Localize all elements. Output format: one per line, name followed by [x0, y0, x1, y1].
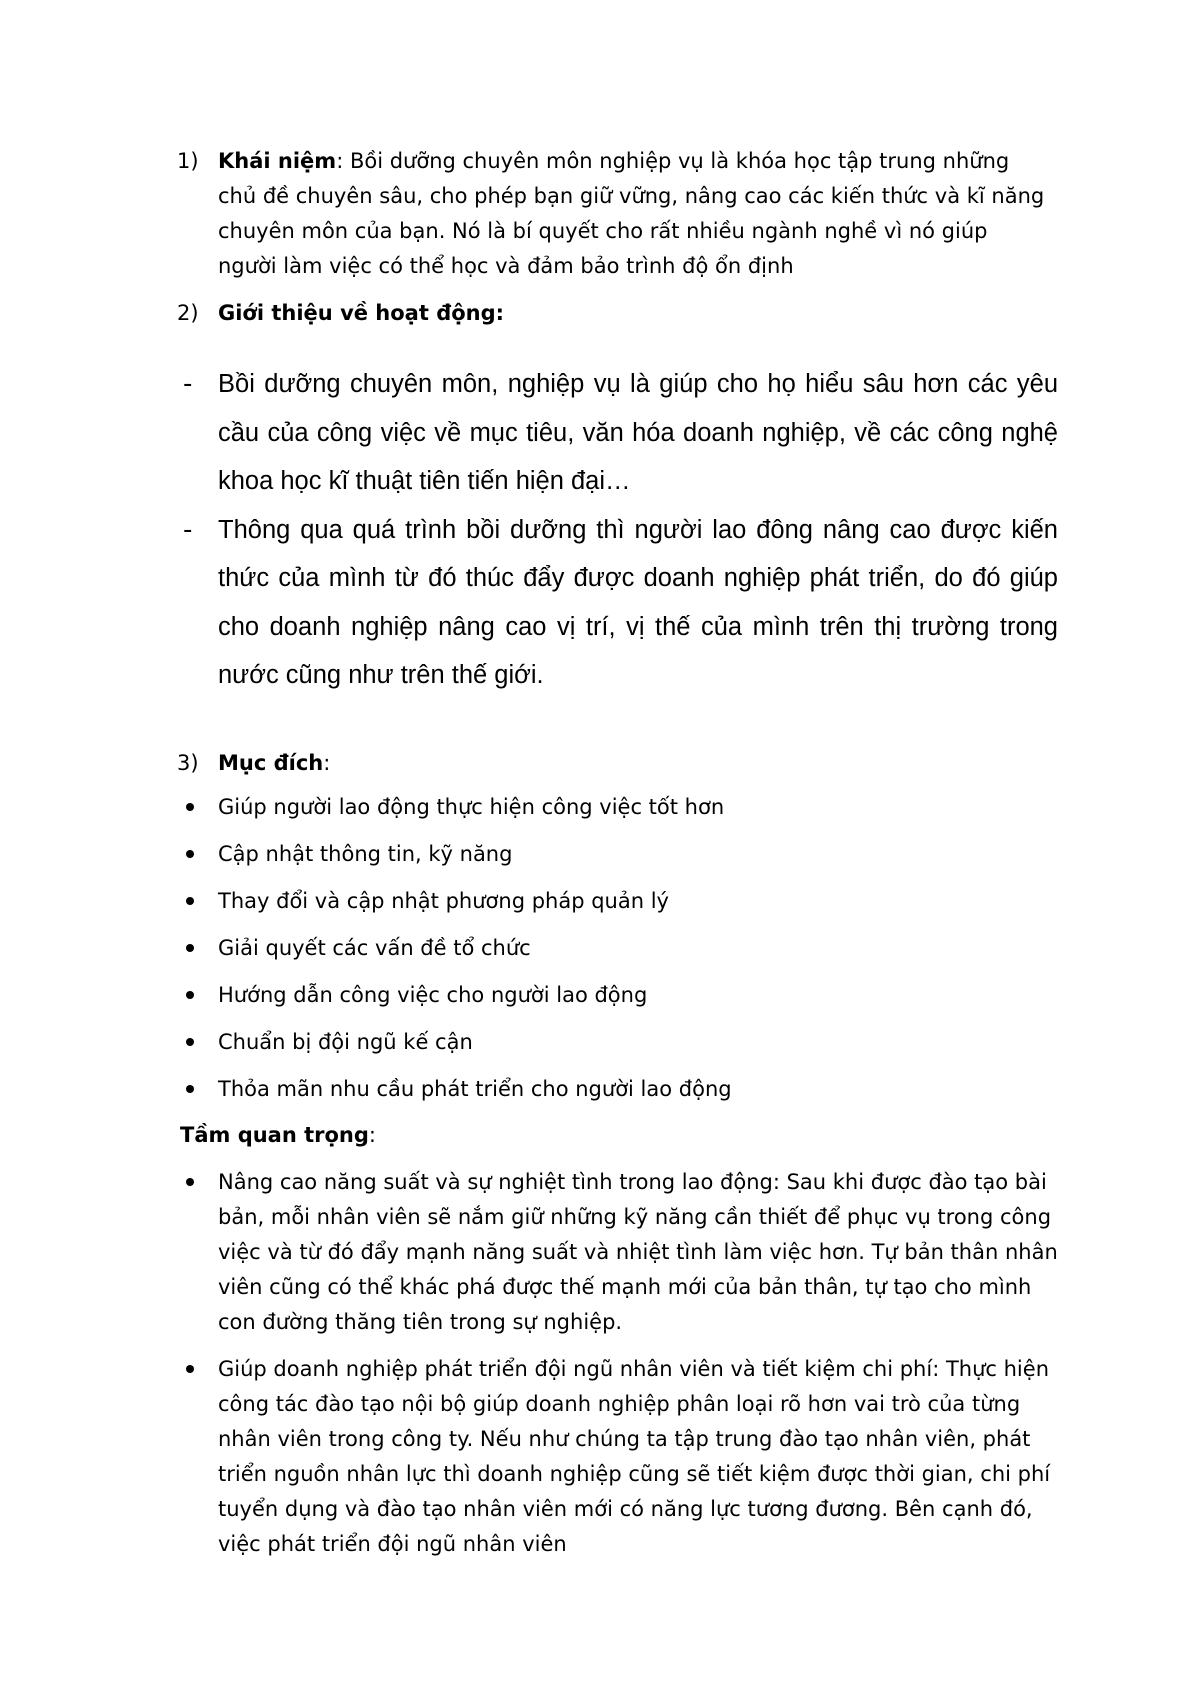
dash-marker: -: [183, 369, 193, 399]
list-item-text: Giúp người lao động thực hiện công việc tốt hơn: [218, 795, 725, 819]
bullet-icon: [186, 991, 194, 999]
section-introduction-heading: Giới thiệu về hoạt động:: [218, 301, 505, 325]
section-concept-label: Khái niệm: [218, 149, 337, 173]
bullet-icon: [186, 944, 194, 952]
bullet-icon: [186, 1365, 194, 1373]
list-item: [0, 929, 1200, 976]
list-item-text: Hướng dẫn công việc cho người lao động: [218, 983, 648, 1007]
list-item: [0, 788, 1200, 835]
bullet-icon: [186, 803, 194, 811]
introduction-list: [0, 360, 1200, 700]
section-number: 3): [177, 751, 199, 775]
list-item-text: Giúp doanh nghiệp phát triển đội ngũ nhân viên và tiết kiệm chi phí: Thực hiện công tác đào tạo nội bộ giúp doanh nghiệp phân loại rõ hơn vai trò của từng nhân viên trong công ty. Nếu như chúng ta tập trung đào tạo nhân viên, phát triển nguồn nhân lực thì doanh nghiệp cũng sẽ tiết kiệm được thời gian, chi phí tuyển dụng và đào tạo nhân viên mới có năng lực tương đương. Bên cạnh đó, việc phát triển đội ngũ nhân viên: [218, 1357, 1051, 1556]
list-item: [0, 506, 1200, 700]
list-item-text: Cập nhật thông tin, kỹ năng: [218, 842, 513, 866]
section-number: 2): [177, 301, 199, 325]
importance-heading: Tầm quan trọng:: [180, 1123, 376, 1147]
list-item: [0, 1023, 1200, 1070]
list-item-text: Thông qua quá trình bồi dưỡng thì người lao đông nâng cao được kiến thức của mình từ đó thúc đẩy được doanh nghiệp phát triển, do đó giúp cho doanh nghiệp nâng cao vị trí, vị thế của mình trên thị trường trong nước cũng như trên thế giới.: [218, 515, 1058, 689]
bullet-icon: [186, 850, 194, 858]
section-concept-text: [218, 144, 1048, 284]
list-item-text: Giải quyết các vấn đề tổ chức: [218, 936, 531, 960]
list-item-text: Thỏa mãn nhu cầu phát triển cho người lao động: [218, 1077, 732, 1101]
purpose-list: [0, 788, 1200, 1117]
list-item: [0, 1070, 1200, 1117]
section-purpose-heading: Mục đích: [218, 751, 324, 775]
list-item: [0, 835, 1200, 882]
section-concept-body: : Bồi dưỡng chuyên môn nghiệp vụ là khóa học tập trung những chủ đề chuyên sâu, cho phép bạn giữ vững, nâng cao các kiến thức và kĩ năng chuyên môn của bạn. Nó là bí quyết cho rất nhiều ngành nghề vì nó giúp người làm việc có thể học và đảm bảo trình độ ổn định: [218, 149, 1045, 278]
list-item-text: Chuẩn bị đội ngũ kế cận: [218, 1030, 473, 1054]
document-page: 1) Khái niệm: Bồi dưỡng chuyên môn nghiệp vụ là khóa học tập trung những chủ đề chuyên sâu, cho phép bạn giữ vững, nâng cao các kiến thức và kĩ năng chuyên môn của bạn. Nó là bí quyết cho rất nhiều ngành nghề vì nó giúp người làm việc có thể học và đảm bảo trình độ ổn định 2) Giới thiệu về hoạt động: - Bồi dưỡng chuyên môn, nghiệp vụ là giúp cho họ hiểu sâu hơn các yêu cầu của công việc về mục tiêu, văn hóa doanh nghiệp, về các công nghệ khoa học kĩ thuật tiên tiến hiện đại… - Thông qua quá trình bồi dưỡng thì người lao đông nâng cao được kiến thức của mình từ đó thúc đẩy được doanh nghiệp phát triển, do đó giúp cho doanh nghiệp nâng cao vị trí, vị thế của mình trên thị trường trong nước cũng như trên thế giới. 3) Mục đích: Giúp người lao động thực hiện công việc tốt hơn Cập nhật thông tin, kỹ năng Thay đổi và cập nhật phương pháp quản lý Giải quyết các vấn đề tổ chức Hướng dẫn công việc cho người lao động Chuẩn bị đội ngũ kế cận Thỏa mãn nhu cầu phát triển cho người lao động Tầm quan trọng: Nâng cao năng suất và sự nghiệt tình trong lao động: Sau khi được đào tạo bài bản, mỗi nhân viên sẽ nắm giữ những kỹ năng cần thiết để phục vụ trong công việc và từ đó đẩy mạnh năng suất và nhiệt tình làm việc hơn. Tự bản thân nhân viên cũng có thể khác phá được thế mạnh mới của bản thân, tự tạo cho mình con đường thăng tiên trong sự nghiệp. Giúp doanh nghiệp phát triển đội ngũ nhân viên và tiết kiệm chi phí: Thực hiện công tác đào tạo nội bộ giúp doanh nghiệp phân loại rõ hơn vai trò của từng nhân viên trong công ty. Nếu như chúng ta tập trung đào tạo nhân viên, phát triển nguồn nhân lực thì doanh nghiệp cũng sẽ tiết kiệm được thời gian, chi phí tuyển dụng và đào tạo nhân viên mới có năng lực tương đương. Bên cạnh đó, việc phát triển đội ngũ nhân viên: [0, 0, 1200, 1698]
list-item: [0, 1352, 1200, 1562]
list-item-text: Bồi dưỡng chuyên môn, nghiệp vụ là giúp cho họ hiểu sâu hơn các yêu cầu của công việc về mục tiêu, văn hóa doanh nghiệp, về các công nghệ khoa học kĩ thuật tiên tiến hiện đại…: [218, 370, 1058, 495]
bullet-icon: [186, 1038, 194, 1046]
section-number: 1): [177, 149, 199, 173]
bullet-icon: [186, 897, 194, 905]
list-item: [0, 360, 1200, 506]
dash-marker: -: [183, 514, 193, 545]
list-item: [0, 976, 1200, 1023]
bullet-icon: [186, 1178, 194, 1186]
list-item: [0, 1165, 1200, 1340]
list-item-text: Nâng cao năng suất và sự nghiệt tình trong lao động: Sau khi được đào tạo bài bản, mỗi nhân viên sẽ nắm giữ những kỹ năng cần thiết để phục vụ trong công việc và từ đó đẩy mạnh năng suất và nhiệt tình làm việc hơn. Tự bản thân nhân viên cũng có thể khác phá được thế mạnh mới của bản thân, tự tạo cho mình con đường thăng tiên trong sự nghiệp.: [218, 1170, 1058, 1334]
list-item-text: Thay đổi và cập nhật phương pháp quản lý: [218, 889, 669, 913]
importance-list: [0, 1165, 1200, 1574]
bullet-icon: [186, 1085, 194, 1093]
list-item: [0, 882, 1200, 929]
